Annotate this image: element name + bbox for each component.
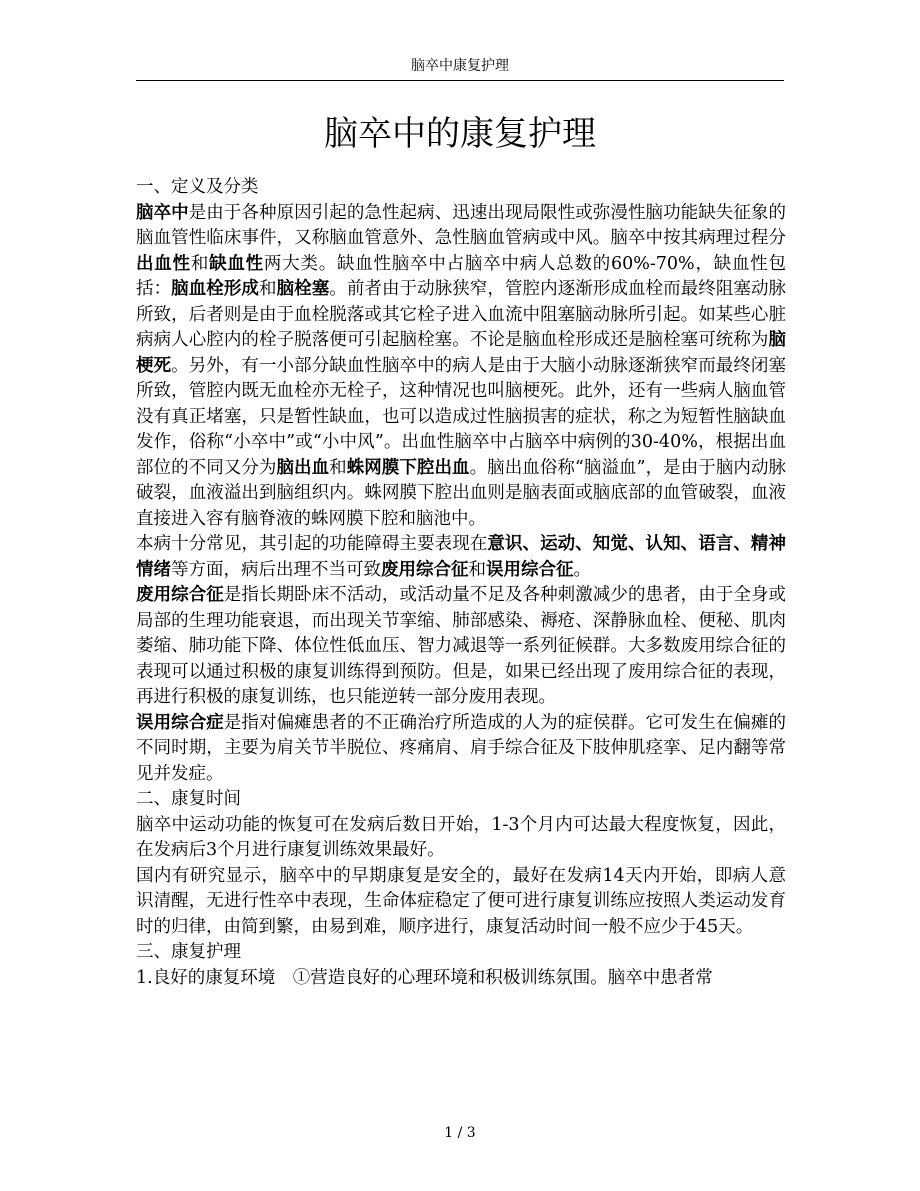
paragraph (136, 201, 786, 533)
document-body (136, 175, 786, 991)
text-run: 一、定义及分类 (136, 177, 259, 197)
text-run: 和 (329, 457, 347, 478)
text-run: 。前者由于动脉狭窄，管腔内逐渐形成血栓而最终阻塞动脉所致，后者则是由于血栓脱落或其它栓子进入血流中阻塞脑动脉所引起。如某些心脏病病人心腔内的栓子脱落便可引起脑栓塞。不论是脑血栓形成还是脑栓塞可统称为 (136, 279, 787, 350)
paragraph (136, 940, 786, 966)
bold-term: 脑血栓形成 (171, 279, 259, 299)
text-run: 和 (468, 559, 486, 580)
bold-term: 脑卒中 (136, 202, 189, 223)
bold-term: 误用综合征 (486, 559, 574, 580)
text-run: 1.良好的康复环境 ①营造良好的心理环境和积极训练氛围。脑卒中患者常 (136, 967, 713, 988)
text-run: 等方面，病后出理不当可致 (171, 559, 381, 580)
text-run: 。 (573, 559, 591, 580)
text-run: 和 (190, 253, 210, 274)
paragraph (136, 711, 786, 788)
bold-term: 脑栓塞 (276, 279, 330, 299)
text-run: 和 (259, 279, 277, 299)
paragraph (136, 813, 786, 864)
bold-term: 废用综合征 (136, 585, 224, 605)
text-run: 是指长期卧床不活动，或活动量不足及各种刺激减少的患者，由于全身或局部的生理功能衰退，而出现关节挛缩、肺部感染、褥疮、深静脉血栓、便秘、肌肉萎缩、肺功能下降、体位性低血压、智力减退等一系列征候群。大多数废用综合征的表现可以通过积极的康复训练得到预防。但是，如果已经出现了废用综合征的表现，再进行积极的康复训练，也只能逆转一部分废用表现。 (136, 585, 787, 707)
paragraph (136, 532, 786, 583)
text-run: 二、康复时间 (136, 789, 241, 809)
bold-term: 脑出血 (276, 457, 330, 478)
running-header: 脑卒中康复护理 (411, 58, 509, 74)
text-run: 。另外，有一小部分缺血性脑卒中的病人是由于大脑小动脉逐渐狭窄而最终闭塞所致，管腔内既无血栓亦无栓子，这种情况也叫脑梗死。此外，还有一些病人脑血管没有真正堵塞，只是暂性缺血，也可以造成过性脑损害的症状，称之为短暂性脑缺血发作，俗称“小卒中”或“小中风”。出血性脑卒中占脑卒中病例的30-40%，根据出血部位的不同又分为 (136, 355, 786, 478)
paragraph (136, 583, 786, 711)
bold-term: 缺血性 (209, 253, 264, 274)
page-number: 1 / 3 (444, 1125, 476, 1141)
bold-term: 脑梗死 (136, 330, 786, 376)
text-run: 两大类。缺血性脑卒中占脑卒中病人总数的60%-70%，缺血性包括： (136, 253, 787, 299)
text-run: 是指对偏瘫患者的不正确治疗所造成的人为的症侯群。它可发生在偏瘫的不同时期，主要为肩关节半脱位、疼痛肩、肩手综合征及下肢伸肌痉挛、足内翻等常见并发症。 (136, 712, 787, 784)
bold-term: 出血性 (136, 253, 191, 274)
bold-term: 废用综合征 (381, 559, 469, 580)
bold-term: 蛛网膜下腔出血 (346, 457, 470, 478)
text-run: 本病十分常见，其引起的功能障碍主要表现在 (136, 534, 488, 554)
paragraph (136, 864, 786, 941)
bold-term: 误用综合症 (136, 712, 224, 733)
text-run: 国内有研究显示，脑卒中的早期康复是安全的，最好在发病14天内开始，即病人意识清醒，无进行性卒中表现，生命体症稳定了便可进行康复训练应按照人类运动发育时的归律，由简到繁，由易到难，顺序进行，康复活动时间一般不应少于45天。 (136, 865, 786, 937)
header-divider (136, 80, 784, 81)
paragraph (136, 787, 786, 813)
paragraph (136, 175, 786, 201)
bold-term: 意识、运动、知觉、认知、语言、精神情绪 (136, 534, 787, 580)
text-run: 三、康复护理 (136, 942, 241, 962)
text-run: 脑卒中运动功能的恢复可在发病后数日开始，1-3个月内可达最大程度恢复，因此，在发病后3个月进行康复训练效果最好。 (136, 814, 786, 860)
document-title: 脑卒中的康复护理 (324, 114, 596, 154)
text-run: 是由于各种原因引起的急性起病、迅速出现局限性或弥漫性脑功能缺失征象的脑血管性临床事件，又称脑血管意外、急性脑血管病或中风。脑卒中按其病理过程分 (136, 202, 787, 248)
text-run: 。脑出血俗称“脑溢血”，是由于脑内动脉破裂，血液溢出到脑组织内。蛛网膜下腔出血则是脑表面或脑底部的血管破裂，血液直接进入容有脑脊液的蛛网膜下腔和脑池中。 (136, 457, 787, 529)
paragraph (136, 966, 786, 992)
